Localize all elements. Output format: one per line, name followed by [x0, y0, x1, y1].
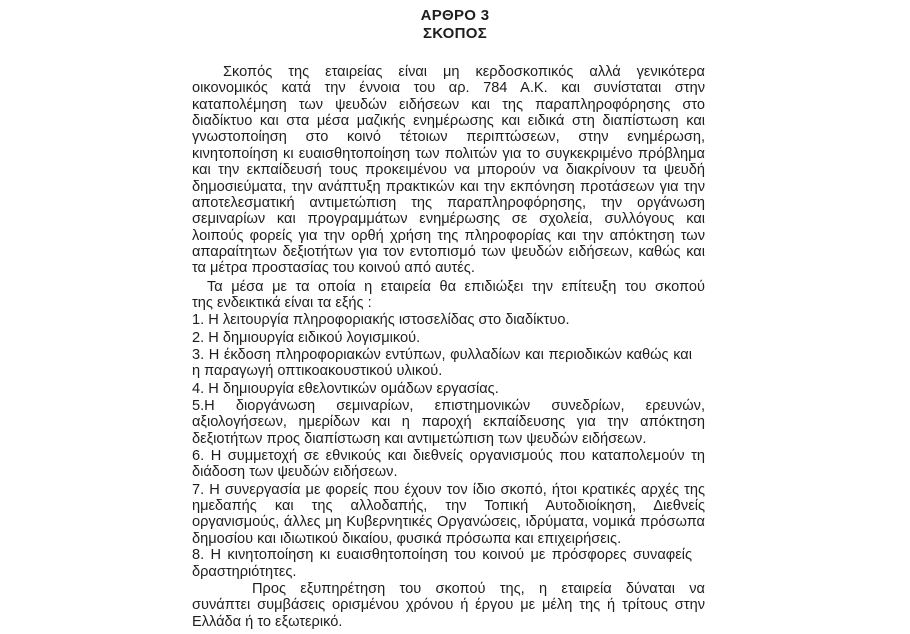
list-item: 6. Η συμμετοχή σε εθνικούς και διεθνείς οργανισμούς που καταπολεμούν τη [192, 448, 705, 465]
list-item-continuation: ημεδαπής και της αλλοδαπής, την Τοπική Αυτοδιοίκηση, Διεθνείς [192, 498, 705, 515]
list-item: 1. Η λειτουργία πληροφοριακής ιστοσελίδας στο διαδίκτυο. [192, 312, 570, 329]
text-line: τα μέτρα προστασίας του κοινού από αυτές. [192, 260, 475, 277]
list-item: 5.Η διοργάνωση σεμιναρίων, επιστημονικών συνεδρίων, ερευνών, [192, 398, 705, 415]
list-item: 8. Η κινητοποίηση κι ευαισθητοποίηση του κοινού με πρόσφορες συναφείς [192, 547, 692, 564]
text-line: οικονομικός κατά την έννοια του αρ. 784 Α.Κ. και συνίσταται στην [192, 80, 705, 97]
text-line: Σκοπός της εταιρείας είναι μη κερδοσκοπικός αλλά γενικότερα [223, 64, 705, 80]
text-line: γνωστοποίηση στο κοινό τέτοιων περιπτώσεων, στην ενημέρωση, [192, 129, 705, 146]
list-item-continuation: αξιολογήσεων, ημερίδων και η παροχή εκπαίδευσης για την απόκτηση [192, 414, 705, 431]
list-item-continuation: η παραγωγή οπτικοακουστικού υλικού. [192, 363, 443, 380]
list-item: 7. Η συνεργασία με φορείς που έχουν τον ίδιο σκοπό, ήτοι κρατικές αρχές της [192, 481, 705, 498]
text-line: καταπολέμηση των ψευδών ειδήσεων και της παραπληροφόρησης στο [192, 96, 705, 113]
text-line: Προς εξυπηρέτηση του σκοπού της, η εταιρεία δύναται να [252, 580, 705, 597]
list-item: 4. Η δημιουργία εθελοντικών ομάδων εργασίας. [192, 380, 499, 397]
article-subheading: ΣΚΟΠΟΣ [422, 25, 488, 42]
text-line: λοιπούς φορείς για την ορθή χρήση της πληροφορίας και την απόκτηση των [192, 227, 705, 244]
text-line: Ελλάδα ή το εξωτερικό. [192, 613, 343, 630]
list-item-continuation: δεξιοτήτων προς διαπίστωση και αντιμετώπιση των ψευδών ειδήσεων. [192, 430, 647, 447]
text-line: σεμιναρίων και προγραμμάτων ενημέρωσης σε σχολεία, συλλόγους και [192, 211, 705, 228]
list-item-continuation: διάδοση των ψευδών ειδήσεων. [192, 464, 398, 481]
list-item: 3. Η έκδοση πληροφοριακών εντύπων, φυλλαδίων και περιοδικών καθώς και [192, 347, 692, 363]
text-line: και την εκπαίδευσή τους προκειμένου να μπορούν να διακρίνουν τα ψευδή [192, 162, 705, 179]
text-line: δημοσιεύματα, την ανάπτυξη πρακτικών και την εκπόνηση προτάσεων για την [192, 178, 705, 195]
text-line: Τα μέσα με τα οποία η εταιρεία θα επιδιώξει την επίτευξη του σκοπού [207, 278, 705, 295]
list-item-continuation: δραστηριότητες. [192, 563, 297, 580]
article-heading: ΑΡΘΡΟ 3 [420, 7, 490, 24]
text-line: συνάπτει συμβάσεις ορισμένου χρόνου ή έργου με μέλη της ή τρίτους στην [192, 597, 705, 614]
list-item-continuation: δημοσίου και ιδιωτικού δικαίου, φυσικά πρόσωπα και επιχειρήσεις. [192, 530, 622, 547]
text-line: κινητοποίηση κι ευαισθητοποίηση των πολιτών για το συγκεκριμένο πρόβλημα [192, 145, 705, 162]
list-item-continuation: οργανισμούς, άλλες μη Κυβερνητικές Οργανώσεις, ιδρύματα, νομικά πρόσωπα [192, 514, 705, 531]
text-line: απαραίτητων δεξιοτήτων για τον εντοπισμό των ψευδών ειδήσεων, καθώς και [192, 244, 705, 260]
list-item: 2. Η δημιουργία ειδικού λογισμικού. [192, 329, 421, 346]
text-line: της ενδεικτικά είναι τα εξής : [192, 295, 372, 312]
text-line: αποτελεσματική αντιμετώπιση της παραπληροφόρησης, την οργάνωση [192, 194, 705, 211]
text-line: διαδίκτυο και στα μέσα μαζικής ενημέρωσης και ειδικά στη διαπίστωση και [192, 113, 705, 130]
